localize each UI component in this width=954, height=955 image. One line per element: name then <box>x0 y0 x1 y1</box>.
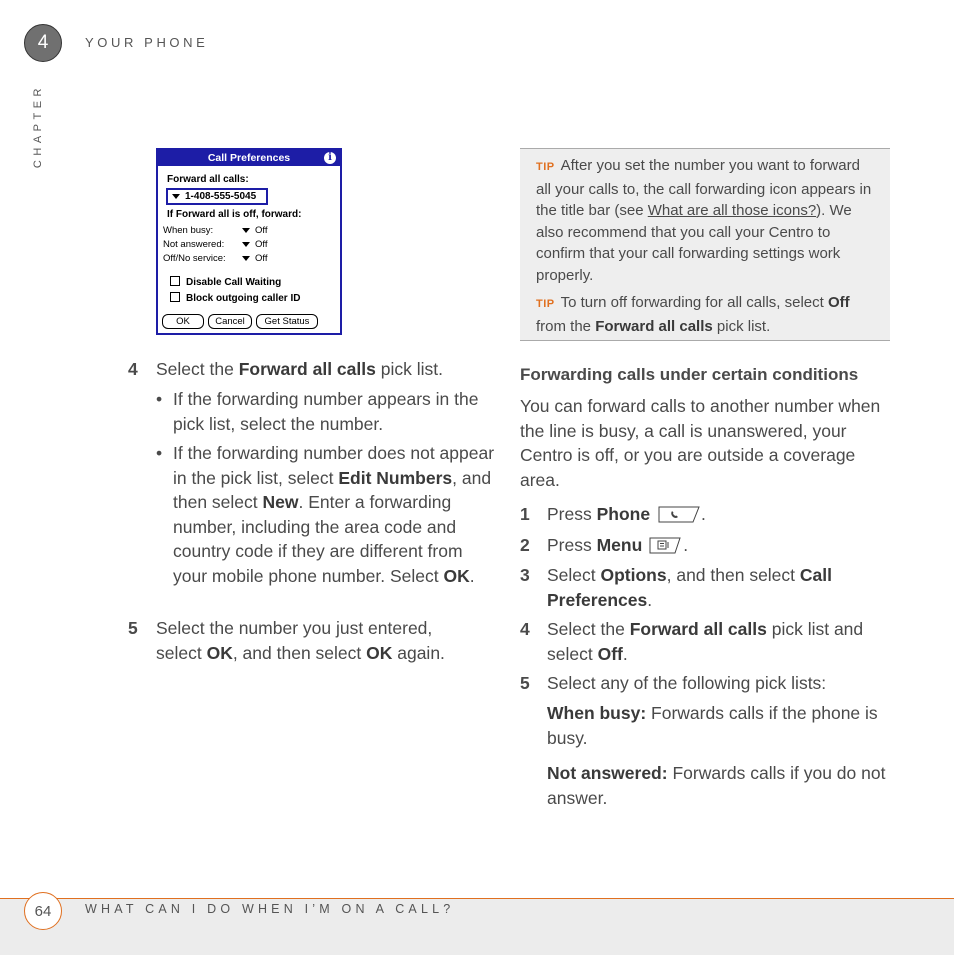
bullet-text: . Enter a forwarding number, including the area code and country code if they are different from your mobile phone number. Select <box>173 492 463 586</box>
step-bold: Call Preferences <box>547 565 833 610</box>
right-step-5 <box>520 671 892 696</box>
forward-all-label: Forward all calls: <box>167 174 249 185</box>
bullet-bold: OK <box>443 565 470 586</box>
step-bold: Menu <box>596 535 643 555</box>
definition-text: Forwards calls if the phone is busy. <box>547 703 878 748</box>
checkbox-icon <box>170 276 180 286</box>
left-step-4 <box>128 357 498 382</box>
step-text: . <box>683 535 689 555</box>
bullet-bold: Edit Numbers <box>338 467 453 488</box>
bullet-text: If the forwarding number does not appear in the pick list, select <box>173 443 495 488</box>
step-text: Select the <box>156 359 239 379</box>
off-no-service-value: Off <box>255 253 268 264</box>
when-busy-label: When busy: <box>163 225 214 236</box>
definition-term: When busy: <box>547 703 647 723</box>
tip-text: To turn off forwarding for all calls, select <box>560 294 828 311</box>
bullet-dot: • <box>156 389 163 409</box>
left-step-5 <box>128 616 478 665</box>
tip-text: After you set the number you want to forward all your calls to, the call forwarding icon appears in the title bar (see <box>536 157 872 219</box>
right-step-4 <box>520 617 892 666</box>
bullet-bold: New <box>262 492 299 512</box>
block-caller-id-label: Block outgoing caller ID <box>186 293 301 304</box>
step-number: 2 <box>520 535 530 555</box>
chapter-number-badge <box>24 24 62 62</box>
screen-title-bar <box>158 150 340 166</box>
tip-bold: Off <box>827 294 850 311</box>
tip-1 <box>536 155 876 286</box>
when-busy-definition <box>547 701 892 750</box>
step-text: Press <box>547 504 597 524</box>
bullet-text: . <box>469 565 475 586</box>
info-icon[interactable]: i <box>324 152 336 164</box>
page-number-badge <box>24 892 62 930</box>
disable-call-waiting-checkbox[interactable] <box>170 276 281 288</box>
off-no-service-picklist[interactable] <box>242 253 268 264</box>
disable-call-waiting-label: Disable Call Waiting <box>186 277 282 288</box>
tip-text: from the <box>536 317 596 335</box>
tip-2 <box>536 292 876 337</box>
screen-title: Call Preferences <box>207 152 291 164</box>
step-text: Select the number you just entered, select <box>156 618 433 663</box>
bullet-item-1 <box>156 387 496 436</box>
step-number: 4 <box>520 619 530 639</box>
definition-text: Forwards calls if you do not answer. <box>547 763 886 808</box>
step-text: Select the <box>547 619 630 639</box>
bullet-item-2 <box>156 441 496 588</box>
step-bold: OK <box>366 642 393 663</box>
dropdown-triangle-icon <box>242 256 250 261</box>
not-answered-label: Not answered: <box>163 239 225 250</box>
chapter-label: CHAPTER <box>32 84 44 169</box>
right-step-1 <box>520 502 892 527</box>
not-answered-value: Off <box>255 239 268 250</box>
dropdown-triangle-icon <box>242 228 250 233</box>
menu-key-icon <box>647 536 683 554</box>
step-bold: OK <box>206 642 233 663</box>
call-preferences-screen <box>156 148 342 335</box>
step-bold: Phone <box>596 504 651 524</box>
step-number: 3 <box>520 565 530 585</box>
ok-button[interactable]: OK <box>162 314 204 329</box>
step-text: pick list and select <box>547 619 864 664</box>
bullet-text: If the forwarding number appears in the pick list, select the number. <box>173 389 479 434</box>
step-text: . <box>622 643 628 664</box>
get-status-button[interactable]: Get Status <box>256 314 318 329</box>
icons-link[interactable]: What are all those icons? <box>647 202 817 219</box>
tip-bold: Forward all calls <box>595 317 713 335</box>
step-bold: Forward all calls <box>238 359 376 379</box>
not-answered-picklist[interactable] <box>242 239 268 250</box>
step-number: 1 <box>520 504 530 524</box>
definition-term: Not answered: <box>547 763 668 783</box>
cancel-button[interactable]: Cancel <box>208 314 252 329</box>
phone-key-icon <box>655 505 701 523</box>
off-no-service-label: Off/No service: <box>163 253 226 264</box>
right-step-2 <box>520 533 892 558</box>
not-answered-definition <box>547 761 892 810</box>
tip-label: TIP <box>536 161 555 173</box>
dropdown-triangle-icon <box>242 242 250 247</box>
block-caller-id-checkbox[interactable] <box>170 292 300 304</box>
page-number: 64 <box>34 902 52 920</box>
step-bold: Options <box>600 565 667 585</box>
step-text: . <box>647 589 653 610</box>
right-step-3 <box>520 563 892 612</box>
when-busy-value: Off <box>255 225 268 236</box>
step-text: Select <box>547 565 601 585</box>
step-number: 5 <box>520 673 530 693</box>
tip-label: TIP <box>536 298 555 310</box>
step-text: , and then select <box>666 565 800 585</box>
tip-box <box>520 148 890 341</box>
step-text: Select any of the following pick lists: <box>547 673 827 693</box>
tip-text: pick list. <box>712 317 771 335</box>
forward-all-picklist[interactable] <box>166 188 268 205</box>
step-text: again. <box>392 642 445 663</box>
step-text: . <box>700 504 706 524</box>
dropdown-triangle-icon <box>172 194 180 199</box>
step-number: 5 <box>128 618 138 638</box>
step-text: , and then select <box>232 642 367 663</box>
subheading: Forwarding calls under certain conditions <box>520 365 859 384</box>
if-off-label: If Forward all is off, forward: <box>167 209 302 220</box>
step-bold: Off <box>597 643 623 664</box>
checkbox-icon <box>170 292 180 302</box>
intro-paragraph: You can forward calls to another number when the line is busy, a call is unanswered, your Centro is off, or you are outside a coverage area. <box>520 396 881 490</box>
forward-all-value: 1-408-555-5045 <box>185 191 257 202</box>
step-text: pick list. <box>375 359 443 379</box>
step-number: 4 <box>128 359 138 379</box>
bullet-dot: • <box>156 443 163 463</box>
footer-chapter-title: WHAT CAN I DO WHEN I’M ON A CALL? <box>85 902 455 916</box>
bullet-text: , and then select <box>173 467 492 512</box>
when-busy-picklist[interactable] <box>242 225 268 236</box>
step-text: Press <box>547 535 597 555</box>
section-title: YOUR PHONE <box>85 35 209 50</box>
chapter-number: 4 <box>37 32 49 53</box>
step-bold: Forward all calls <box>629 619 767 639</box>
tip-text: ). We also recommend that you call your Centro to confirm that your call forwarding settings work properly. <box>536 202 852 284</box>
